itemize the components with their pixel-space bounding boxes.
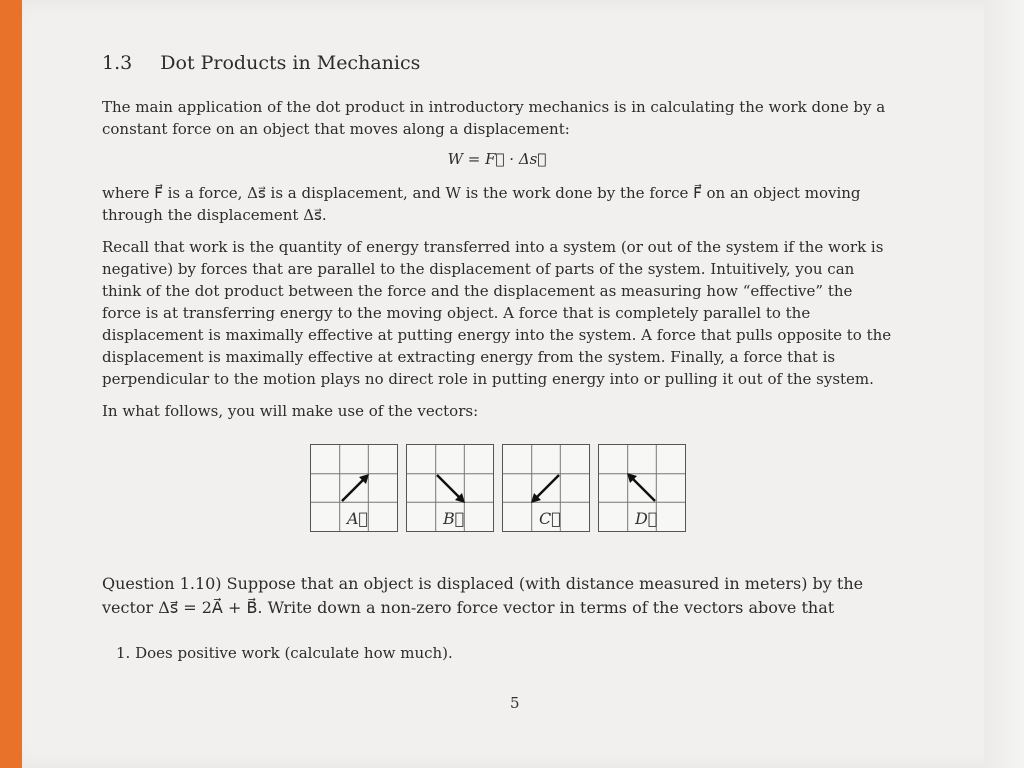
vector-label-c: C⃗ [539,509,561,528]
section-number: 1.3 [102,52,133,74]
vector-grid-d [598,444,686,532]
vector-label-a: A⃗ [347,509,369,528]
follows-paragraph: In what follows, you will make use of the vectors: [102,402,479,420]
section-title: Dot Products in Mechanics [160,52,421,74]
page-number: 5 [510,694,520,712]
intro-paragraph: The main application of the dot product in introductory mechanics is in calculating the work done by a constant force on an object that moves along a displacement: [102,98,886,138]
definition-paragraph: where F⃗ is a force, Δs⃗ is a displacement, and W is the work done by the force F⃗ on an object moving through the displacement Δs⃗. [102,184,861,224]
page-edge [984,0,1024,768]
vector-grid-b [406,444,494,532]
vector-grid-c [502,444,590,532]
work-equation: W = F⃗ · Δs⃗ [447,150,547,168]
paper-page [22,0,1024,768]
vector-label-b: B⃗ [443,509,465,528]
document-content [102,52,892,662]
section-heading [102,52,892,74]
list-item: 1. Does positive work (calculate how much). [116,644,453,662]
vector-grids [310,444,892,532]
question-text: Question 1.10) Suppose that an object is displaced (with distance measured in meters) by the vector Δs⃗ = 2A⃗ + B⃗. Write down a non-zero force vector in terms of the vectors above that [102,574,864,617]
vector-label-d: D⃗ [635,509,658,528]
vector-grid-a [310,444,398,532]
recall-paragraph: Recall that work is the quantity of energy transferred into a system (or out of the system if the work is negative) by forces that are parallel to the displacement of parts of the system. Intuitively, you can think of the dot product between the force and the displacement as measuring how “effective” the force is at transferring energy to the moving object. A force that is completely parallel to the displacement is maximally effective at putting energy into the system. A force that pulls opposite to the displacement is maximally effective at extracting energy from the system. Finally, a force that is perpendicular to the motion plays no direct role in putting energy into or pulling it out of the system. [102,238,892,388]
